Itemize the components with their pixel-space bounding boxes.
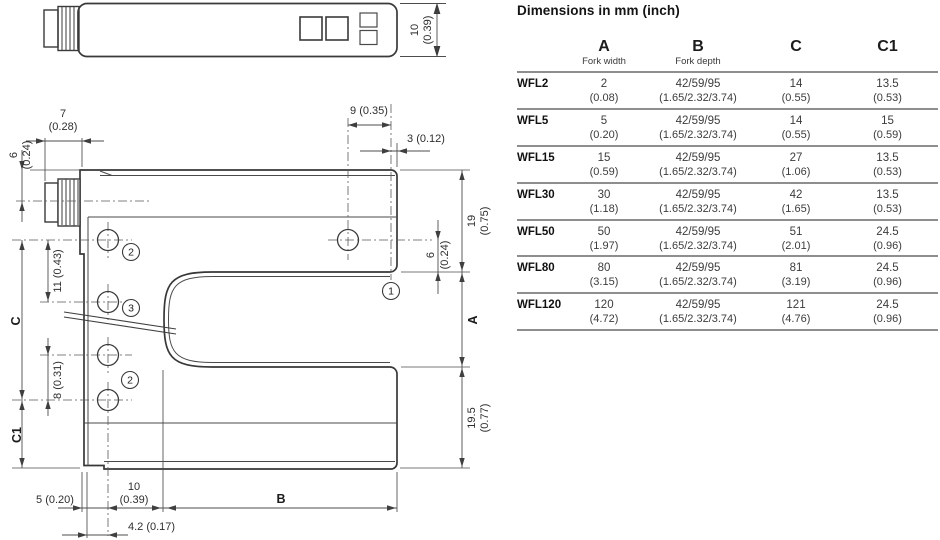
cell-c xyxy=(755,225,837,256)
dim-label-housing-thickness-mm: 10 xyxy=(409,23,421,37)
table-row-wfl80 xyxy=(517,257,938,294)
table-row-wfl50 xyxy=(517,221,938,258)
dim-c: C xyxy=(9,316,23,326)
dim-hole-to-slot-in: (0.39) xyxy=(119,494,149,506)
value-inch: (1.65/2.32/3.74) xyxy=(659,313,737,326)
column-sublabel xyxy=(837,55,938,58)
callout-3-number: 3 xyxy=(128,302,134,315)
value-mm: 50 xyxy=(597,225,611,238)
cell-c1 xyxy=(837,261,938,292)
value-mm: 15 xyxy=(597,151,611,164)
dim-label-housing-thickness-in: (0.39) xyxy=(422,15,434,45)
value-mm: 30 xyxy=(597,188,611,201)
value-mm: 15 xyxy=(881,114,894,127)
value-inch: (1.65/2.32/3.74) xyxy=(659,128,737,141)
value-inch: (0.55) xyxy=(781,128,811,141)
value-inch: (1.65/2.32/3.74) xyxy=(659,202,737,215)
value-inch: (0.08) xyxy=(589,92,619,104)
value-mm: 42/59/95 xyxy=(675,225,721,238)
value-mm: 13.5 xyxy=(876,188,899,201)
value-inch: (1.06) xyxy=(781,165,811,178)
beam-axis-lines xyxy=(64,312,176,334)
dim-edge-to-hole: 5 (0.20) xyxy=(36,494,74,506)
dim-axis-to-edge: 3 (0.12) xyxy=(407,133,445,145)
dim-connector-length-mm: 7 xyxy=(59,108,67,120)
cell-a xyxy=(567,77,641,108)
model-name: WFL2 xyxy=(517,78,549,90)
cell-c xyxy=(755,151,837,182)
dim-hole-spacing-lower: 8 (0.31) xyxy=(52,361,64,399)
indicator-windows xyxy=(300,17,348,40)
cell-c1 xyxy=(837,298,938,329)
column-label: C xyxy=(790,38,802,55)
cell-a xyxy=(567,298,641,329)
value-mm: 51 xyxy=(789,225,803,238)
value-inch: (0.96) xyxy=(873,276,902,289)
cell-c xyxy=(755,261,837,292)
m8-connector xyxy=(45,179,80,226)
dim-c1: C1 xyxy=(10,427,24,443)
column-label: A xyxy=(598,38,610,55)
cell-a xyxy=(567,188,641,219)
model-name: WFL5 xyxy=(517,114,549,127)
dim-fork-depth: B xyxy=(276,492,286,506)
value-mm: 2 xyxy=(600,78,608,90)
cell-a xyxy=(567,114,641,145)
value-inch: (0.53) xyxy=(873,165,902,178)
cell-a xyxy=(567,151,641,182)
centerlines xyxy=(12,104,432,536)
value-inch: (1.65) xyxy=(781,202,811,215)
housing-face-lines xyxy=(84,171,397,466)
dimension-arrows xyxy=(19,122,464,537)
cell-a xyxy=(567,261,641,292)
cell-c xyxy=(755,77,837,108)
value-mm: 14 xyxy=(789,78,803,90)
led-square xyxy=(360,31,377,45)
value-mm: 120 xyxy=(594,299,614,312)
callout-1-number: 1 xyxy=(388,285,394,298)
cell-c1 xyxy=(837,77,938,108)
sensor-top-view xyxy=(44,4,446,57)
dim-hole-to-slot-mm: 10 xyxy=(127,481,141,493)
value-mm: 121 xyxy=(786,299,806,312)
column-header-c1 xyxy=(837,38,938,71)
housing-outline xyxy=(78,4,397,57)
value-inch: (0.53) xyxy=(873,202,902,215)
dim-upper-arm-mm: 19 xyxy=(466,214,478,228)
value-mm: 42/59/95 xyxy=(675,151,721,164)
table-row-wfl15 xyxy=(517,147,938,184)
model-name: WFL15 xyxy=(517,151,555,164)
dim-plate-to-hole: 4.2 (0.17) xyxy=(128,521,176,533)
cell-b xyxy=(641,188,755,219)
slot-inner-contour xyxy=(169,277,391,363)
table-row-wfl5 xyxy=(517,110,938,147)
led-square xyxy=(360,13,377,27)
value-inch: (0.96) xyxy=(873,313,902,326)
value-inch: (4.76) xyxy=(781,313,811,326)
value-inch: (0.20) xyxy=(589,128,619,141)
column-sublabel xyxy=(755,55,837,58)
value-mm: 42/59/95 xyxy=(675,299,721,312)
cell-c1 xyxy=(837,151,938,182)
value-mm: 27 xyxy=(789,151,803,164)
cell-c1 xyxy=(837,114,938,145)
model-name: WFL30 xyxy=(517,188,555,201)
fork-body-outline xyxy=(80,170,397,469)
led-window xyxy=(326,17,348,40)
table-header xyxy=(517,18,938,73)
cell-b xyxy=(641,298,755,329)
dim-axis-to-slot-mm: 6 xyxy=(425,251,437,259)
dimensions-table-panel xyxy=(517,0,938,331)
value-mm: 13.5 xyxy=(876,78,899,90)
value-mm: 80 xyxy=(597,262,611,275)
dim-top-to-axis-in: (0.24) xyxy=(21,140,33,170)
value-mm: 24.5 xyxy=(876,225,899,238)
header-spacer xyxy=(517,38,567,71)
callout-2-upper xyxy=(123,244,140,261)
column-header-b xyxy=(641,38,755,71)
value-mm: 42 xyxy=(789,188,803,201)
callout-2-lower xyxy=(122,372,139,389)
value-inch: (3.19) xyxy=(781,276,811,289)
value-inch: (0.59) xyxy=(873,128,902,141)
cell-b xyxy=(641,225,755,256)
dim-top-to-axis-mm: 6 xyxy=(8,151,20,159)
connector-plug xyxy=(44,7,79,51)
cell-c xyxy=(755,298,837,329)
value-inch: (0.59) xyxy=(589,165,619,178)
value-mm: 13.5 xyxy=(876,151,899,164)
value-inch: (0.55) xyxy=(781,92,811,104)
model-name: WFL80 xyxy=(517,262,555,275)
cell-b xyxy=(641,114,755,145)
cell-c1 xyxy=(837,225,938,256)
indicator-leds xyxy=(360,13,377,45)
dim-upper-arm-in: (0.75) xyxy=(479,206,491,236)
column-label: B xyxy=(692,38,704,55)
cell-b xyxy=(641,77,755,108)
value-inch: (1.65/2.32/3.74) xyxy=(659,239,737,252)
cell-a xyxy=(567,225,641,256)
callout-2-number: 2 xyxy=(127,374,133,387)
column-header-c xyxy=(755,38,837,71)
value-inch: (2.01) xyxy=(781,239,811,252)
model-name: WFL50 xyxy=(517,225,555,238)
cell-b xyxy=(641,261,755,292)
dim-hole-spacing-upper: 11 (0.43) xyxy=(52,249,64,293)
value-inch: (3.15) xyxy=(589,276,619,289)
table-row-wfl30 xyxy=(517,184,938,221)
value-mm: 42/59/95 xyxy=(675,262,721,275)
column-sublabel: Fork width xyxy=(582,56,626,67)
value-inch: (0.53) xyxy=(873,92,902,104)
value-inch: (1.65/2.32/3.74) xyxy=(659,165,737,178)
value-inch: (4.72) xyxy=(589,313,619,326)
dim-lower-arm-mm: 19.5 xyxy=(466,407,478,429)
value-mm: 42/59/95 xyxy=(675,188,721,201)
value-mm: 5 xyxy=(600,114,608,127)
value-inch: (1.18) xyxy=(589,202,619,215)
column-sublabel: Fork depth xyxy=(675,56,721,67)
led-window xyxy=(300,17,322,40)
table-row-wfl2 xyxy=(517,73,938,110)
dim-axis-to-slot-in: (0.24) xyxy=(439,240,451,270)
dim-connector-length-in: (0.28) xyxy=(48,121,78,133)
value-inch: (0.96) xyxy=(873,239,902,252)
value-mm: 81 xyxy=(789,262,803,275)
table-title: Dimensions in mm (inch) xyxy=(517,3,680,18)
dim-fork-width: A xyxy=(466,315,480,325)
value-inch: (1.65/2.32/3.74) xyxy=(659,276,737,289)
value-mm: 14 xyxy=(789,114,803,127)
column-header-a xyxy=(567,38,641,71)
value-inch: (1.97) xyxy=(589,239,619,252)
cell-c xyxy=(755,114,837,145)
value-mm: 42/59/95 xyxy=(675,114,721,127)
value-mm: 24.5 xyxy=(876,262,899,275)
callout-1 xyxy=(383,283,400,300)
column-label: C1 xyxy=(877,38,898,55)
callout-2-number: 2 xyxy=(128,246,134,259)
callout-3 xyxy=(123,300,140,317)
cell-c xyxy=(755,188,837,219)
model-name: WFL120 xyxy=(517,299,562,312)
dim-lower-arm-in: (0.77) xyxy=(479,403,491,433)
value-mm: 42/59/95 xyxy=(675,78,721,90)
cell-c1 xyxy=(837,188,938,219)
dim-hole-to-axis-top: 9 (0.35) xyxy=(350,105,388,117)
value-mm: 24.5 xyxy=(876,299,899,312)
value-inch: (1.65/2.32/3.74) xyxy=(659,92,737,104)
cell-b xyxy=(641,151,755,182)
sensor-front-view xyxy=(8,104,491,538)
table-row-wfl120 xyxy=(517,294,938,331)
